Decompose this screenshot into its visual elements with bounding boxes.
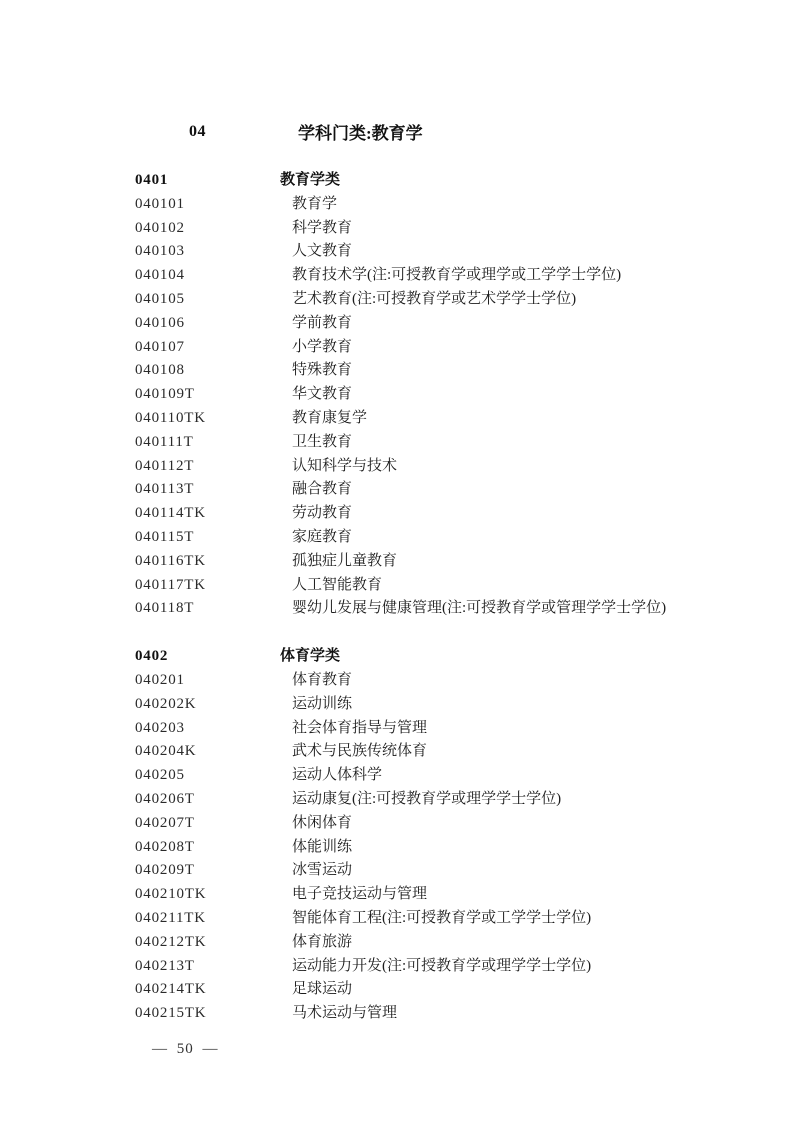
category-header bbox=[135, 119, 423, 144]
section bbox=[135, 169, 775, 621]
category-title: 学科门类:教育学 bbox=[298, 124, 423, 143]
major-item-row bbox=[135, 812, 775, 836]
major-name: 孤独症儿童教育 bbox=[292, 552, 398, 569]
major-item-row bbox=[135, 931, 775, 955]
major-item-row bbox=[135, 717, 775, 741]
major-item-row bbox=[135, 836, 775, 860]
major-item-row bbox=[135, 383, 775, 407]
major-code: 040116TK bbox=[135, 552, 206, 569]
major-name: 特殊教育 bbox=[292, 362, 353, 379]
major-name: 冰雪运动 bbox=[292, 862, 353, 879]
sections bbox=[135, 169, 775, 1026]
major-code: 040109T bbox=[135, 386, 195, 403]
major-code: 040203 bbox=[135, 719, 185, 736]
major-name: 体育教育 bbox=[292, 671, 353, 688]
major-code: 040118T bbox=[135, 600, 195, 617]
major-name: 智能体育工程(注:可授教育学或工学学士学位) bbox=[292, 909, 592, 926]
major-code: 040210TK bbox=[135, 886, 207, 903]
major-name: 科学教育 bbox=[292, 219, 353, 236]
category-code: 04 bbox=[189, 122, 206, 140]
major-code: 040212TK bbox=[135, 933, 207, 950]
major-item-row bbox=[135, 955, 775, 979]
major-code: 040107 bbox=[135, 338, 185, 355]
major-name: 家庭教育 bbox=[292, 528, 353, 545]
major-item-row bbox=[135, 217, 775, 241]
major-item-row bbox=[135, 907, 775, 931]
major-name: 学前教育 bbox=[292, 314, 353, 331]
major-name: 认知科学与技术 bbox=[292, 457, 398, 474]
major-code: 040204K bbox=[135, 743, 197, 760]
major-code: 040102 bbox=[135, 219, 185, 236]
major-code: 040105 bbox=[135, 290, 185, 307]
major-item-row bbox=[135, 693, 775, 717]
major-code: 040205 bbox=[135, 767, 185, 784]
section-code: 0401 bbox=[135, 172, 169, 188]
major-name: 运动训练 bbox=[292, 695, 353, 712]
section-name: 体育学类 bbox=[280, 648, 341, 665]
section-code: 0402 bbox=[135, 648, 169, 665]
major-name: 婴幼儿发展与健康管理(注:可授教育学或管理学学士学位) bbox=[292, 600, 667, 617]
major-item-row bbox=[135, 193, 775, 217]
major-item-row bbox=[135, 478, 775, 502]
major-item-row bbox=[135, 502, 775, 526]
major-code: 040112T bbox=[135, 457, 195, 474]
major-name: 武术与民族传统体育 bbox=[292, 743, 428, 760]
major-item-row bbox=[135, 431, 775, 455]
major-code: 040113T bbox=[135, 481, 195, 498]
major-item-row bbox=[135, 407, 775, 431]
major-name: 马术运动与管理 bbox=[292, 1005, 398, 1022]
major-code: 040104 bbox=[135, 267, 185, 284]
major-code: 040111T bbox=[135, 433, 194, 450]
major-item-row bbox=[135, 312, 775, 336]
major-name: 劳动教育 bbox=[292, 505, 353, 522]
major-code: 040213T bbox=[135, 957, 195, 974]
major-name: 电子竞技运动与管理 bbox=[292, 886, 428, 903]
major-code: 040202K bbox=[135, 695, 197, 712]
major-item-row bbox=[135, 764, 775, 788]
major-item-row bbox=[135, 883, 775, 907]
major-name: 教育康复学 bbox=[292, 409, 368, 426]
major-code: 040201 bbox=[135, 671, 185, 688]
major-code: 040215TK bbox=[135, 1005, 207, 1022]
major-code: 040101 bbox=[135, 195, 185, 212]
major-name: 体育旅游 bbox=[292, 933, 353, 950]
major-name: 人工智能教育 bbox=[292, 576, 383, 593]
major-name: 融合教育 bbox=[292, 481, 353, 498]
major-name: 休闲体育 bbox=[292, 814, 353, 831]
major-name: 华文教育 bbox=[292, 386, 353, 403]
major-item-row bbox=[135, 550, 775, 574]
major-item-row bbox=[135, 574, 775, 598]
major-code: 040214TK bbox=[135, 981, 207, 998]
major-name: 艺术教育(注:可授教育学或艺术学学士学位) bbox=[292, 290, 577, 307]
major-code: 040106 bbox=[135, 314, 185, 331]
major-item-row bbox=[135, 1002, 775, 1026]
major-item-row bbox=[135, 788, 775, 812]
major-name: 教育技术学(注:可授教育学或理学或工学学士学位) bbox=[292, 267, 622, 284]
major-code: 040207T bbox=[135, 814, 195, 831]
major-name: 足球运动 bbox=[292, 981, 353, 998]
major-code: 040114TK bbox=[135, 505, 206, 522]
major-code: 040110TK bbox=[135, 409, 206, 426]
major-code: 040117TK bbox=[135, 576, 206, 593]
major-item-row bbox=[135, 455, 775, 479]
section-header-row bbox=[135, 645, 775, 669]
major-name: 教育学 bbox=[292, 195, 338, 212]
major-name: 卫生教育 bbox=[292, 433, 353, 450]
major-item-row bbox=[135, 264, 775, 288]
major-code: 040206T bbox=[135, 790, 195, 807]
page-number: — 50 — bbox=[152, 1041, 219, 1057]
major-name: 运动能力开发(注:可授教育学或理学学士学位) bbox=[292, 957, 592, 974]
major-name: 运动康复(注:可授教育学或理学学士学位) bbox=[292, 790, 562, 807]
major-name: 人文教育 bbox=[292, 243, 353, 260]
major-code: 040211TK bbox=[135, 909, 206, 926]
section bbox=[135, 645, 775, 1026]
major-item-row bbox=[135, 978, 775, 1002]
major-item-row bbox=[135, 669, 775, 693]
major-item-row bbox=[135, 336, 775, 360]
section-header-row bbox=[135, 169, 775, 193]
major-item-row bbox=[135, 240, 775, 264]
major-name: 体能训练 bbox=[292, 838, 353, 855]
major-code: 040208T bbox=[135, 838, 195, 855]
major-item-row bbox=[135, 359, 775, 383]
major-code: 040103 bbox=[135, 243, 185, 260]
major-item-row bbox=[135, 526, 775, 550]
major-name: 社会体育指导与管理 bbox=[292, 719, 428, 736]
major-item-row bbox=[135, 597, 775, 621]
major-name: 小学教育 bbox=[292, 338, 353, 355]
major-code: 040115T bbox=[135, 528, 195, 545]
major-code: 040209T bbox=[135, 862, 195, 879]
major-item-row bbox=[135, 288, 775, 312]
major-name: 运动人体科学 bbox=[292, 767, 383, 784]
major-item-row bbox=[135, 859, 775, 883]
major-item-row bbox=[135, 740, 775, 764]
major-code: 040108 bbox=[135, 362, 185, 379]
section-name: 教育学类 bbox=[280, 172, 341, 188]
